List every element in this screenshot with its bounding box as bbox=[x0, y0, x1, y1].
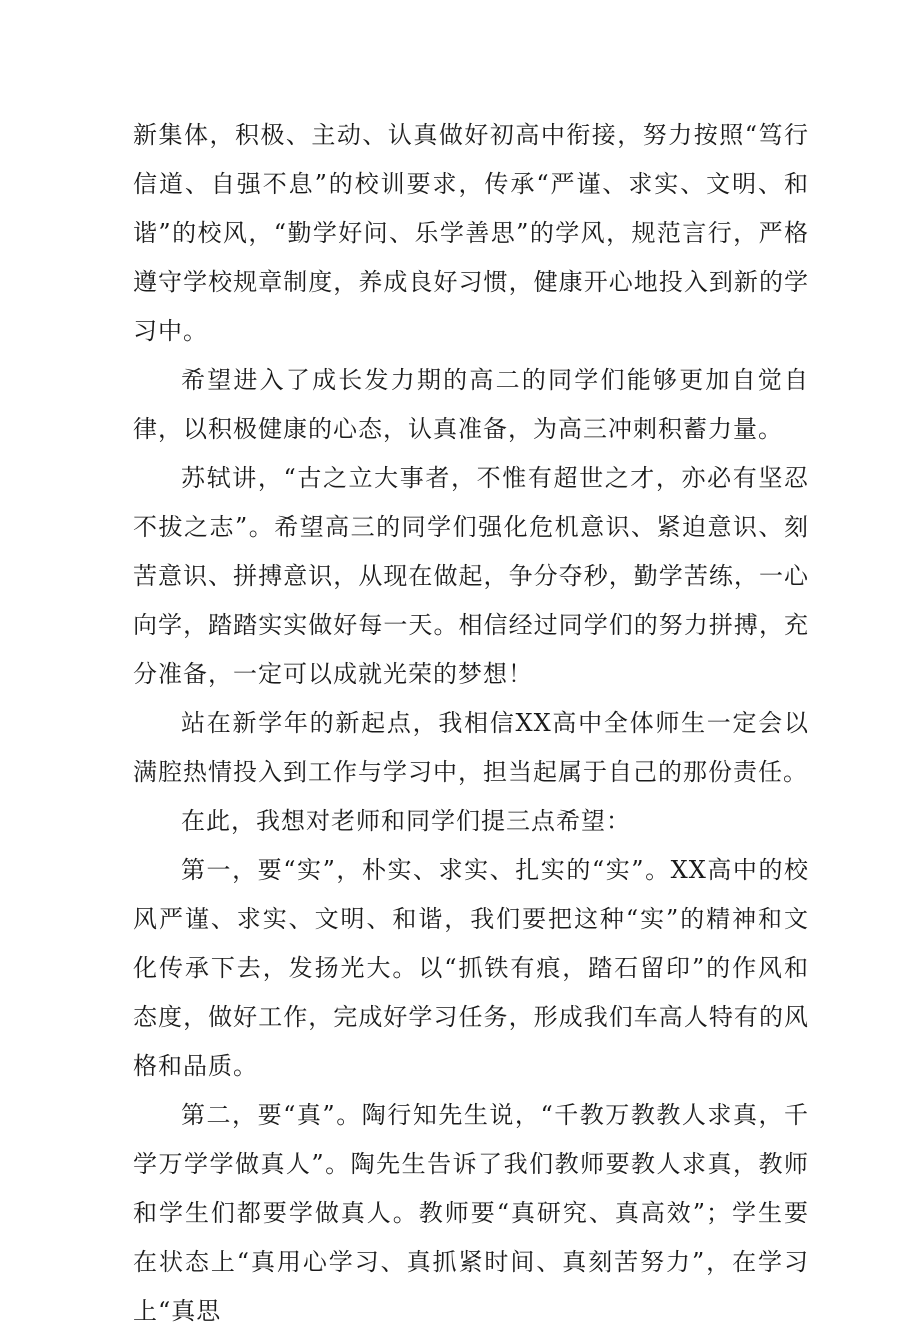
paragraph: 希望进入了成长发力期的高二的同学们能够更加自觉自律，以积极健康的心态，认真准备，为高三冲刺积蓄力量。 bbox=[133, 366, 809, 443]
document-body bbox=[133, 111, 809, 1336]
paragraph: 第二，要“真”。陶行知先生说，“千教万教教人求真，千学万学学做真人”。陶先生告诉了我们教师要教人求真，教师和学生们都要学做真人。教师要“真研究、真高效”；学生要在状态上“真用心学习、真抓紧时间、真刻苦努力”，在学习上“真思 bbox=[133, 1101, 809, 1325]
paragraph-continued: 新集体，积极、主动、认真做好初高中衔接，努力按照“笃行信道、自强不息”的校训要求，传承“严谨、求实、文明、和谐”的校风，“勤学好问、乐学善思”的学风，规范言行，严格遵守学校规章制度，养成良好习惯，健康开心地投入到新的学习中。 bbox=[133, 121, 809, 345]
paragraph: 第一，要“实”，朴实、求实、扎实的“实”。XX高中的校风严谨、求实、文明、和谐，我们要把这种“实”的精神和文化传承下去，发扬光大。以“抓铁有痕，踏石留印”的作风和态度，做好工作，完成好学习任务，形成我们车高人特有的风格和品质。 bbox=[133, 856, 809, 1080]
paragraph: 在此，我想对老师和同学们提三点希望： bbox=[181, 807, 631, 835]
paragraph: 苏轼讲，“古之立大事者，不惟有超世之才，亦必有坚忍不拔之志”。希望高三的同学们强化危机意识、紧迫意识、刻苦意识、拼搏意识，从现在做起，争分夺秒，勤学苦练，一心向学，踏踏实实做好每一天。相信经过同学们的努力拼搏，充分准备，一定可以成就光荣的梦想！ bbox=[133, 464, 809, 688]
paragraph: 站在新学年的新起点，我相信XX高中全体师生一定会以满腔热情投入到工作与学习中，担当起属于自己的那份责任。 bbox=[133, 709, 809, 786]
